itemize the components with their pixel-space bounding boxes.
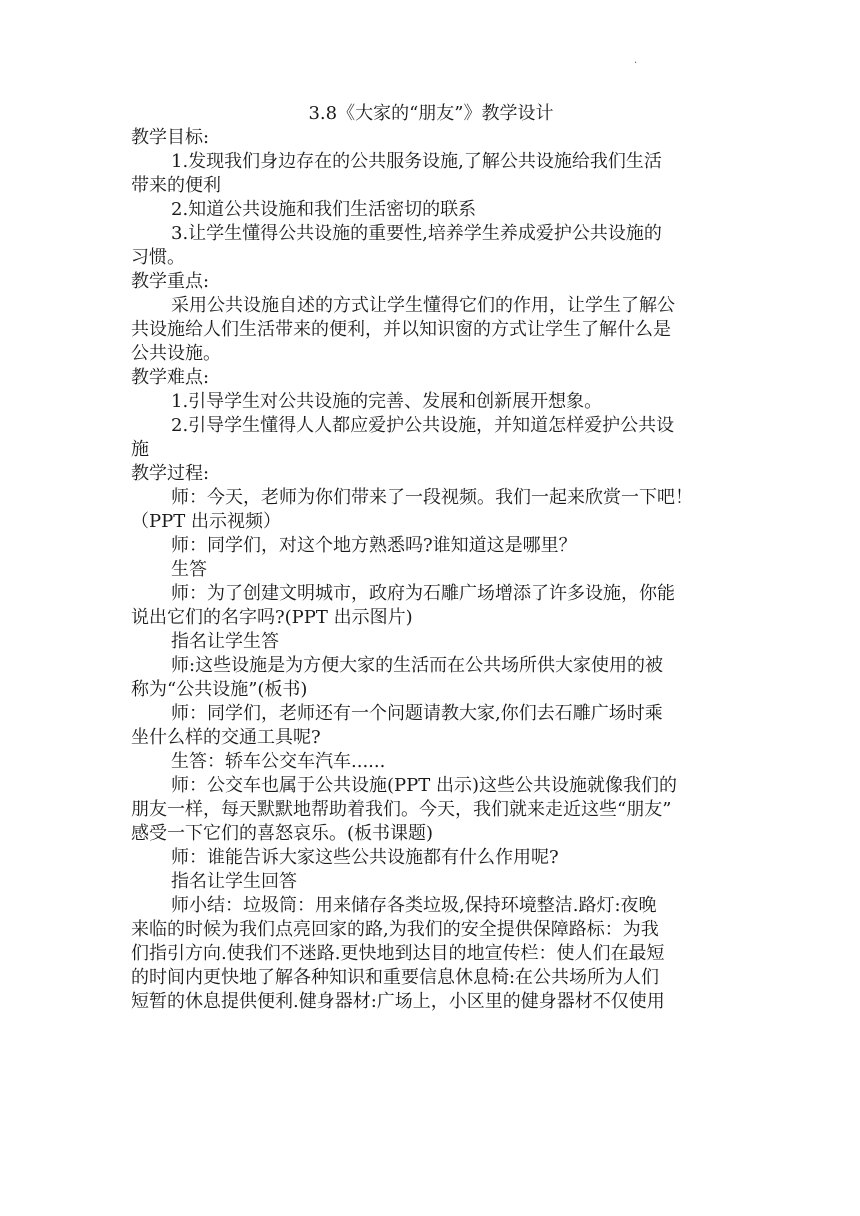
- paragraph-line: 称为“公共设施”(板书): [131, 679, 308, 700]
- paragraph-line: 师：谁能告诉大家这些公共设施都有什么作用呢?: [171, 847, 559, 868]
- paragraph-line: 指名让学生回答: [171, 871, 297, 892]
- paragraph-line: 们指引方向.使我们不迷路.更快地到达目的地宣传栏：使人们在最短: [131, 943, 665, 964]
- paragraph-line: 朋友一样，每天默默地帮助着我们。今天，我们就来走近这些“朋友”: [131, 799, 672, 820]
- corner-mark: .: [634, 55, 638, 66]
- paragraph-line: 指名让学生答: [171, 631, 279, 652]
- paragraph-line: 师：同学们，对这个地方熟悉吗?谁知道这是哪里？: [171, 535, 577, 556]
- paragraph-line: 带来的便利: [131, 175, 221, 196]
- paragraph-line: 习惯。: [131, 247, 185, 268]
- section-heading: 教学过程:: [131, 463, 210, 484]
- paragraph-line: 师小结：垃圾筒：用来储存各类垃圾,保持环境整洁.路灯:夜晚: [171, 895, 657, 916]
- section-heading: 教学目标:: [131, 127, 210, 148]
- paragraph-line: 2.知道公共设施和我们生活密切的联系: [171, 199, 477, 220]
- paragraph-line: 师：同学们，老师还有一个问题请教大家,你们去石雕广场时乘: [171, 703, 663, 724]
- paragraph-line: 师：今天，老师为你们带来了一段视频。我们一起来欣赏一下吧！: [171, 487, 693, 508]
- paragraph-line: 共设施给人们生活带来的便利，并以知识窗的方式让学生了解什么是: [131, 319, 671, 340]
- paragraph-line: 师：公交车也属于公共设施(PPT 出示)这些公共设施就像我们的: [171, 775, 677, 796]
- document-body: [131, 102, 731, 1014]
- paragraph-line: 公共设施。: [131, 343, 221, 364]
- section-heading: 教学重点:: [131, 271, 210, 292]
- paragraph-line: 师:这些设施是为方便大家的生活而在公共场所供大家使用的被: [171, 655, 664, 676]
- paragraph-line: 说出它们的名字吗?(PPT 出示图片): [131, 607, 413, 628]
- paragraph-line: 生答: [171, 559, 207, 580]
- document-lines: [131, 126, 731, 1014]
- paragraph-line: 短暂的休息提供便利.健身器材:广场上，小区里的健身器材不仅使用: [131, 991, 665, 1012]
- paragraph-line: 感受一下它们的喜怒哀乐。(板书课题): [131, 823, 434, 844]
- paragraph-line: 施: [131, 439, 149, 460]
- paragraph-line: 3.让学生懂得公共设施的重要性,培养学生养成爱护公共设施的: [171, 223, 662, 244]
- paragraph-line: 坐什么样的交通工具呢?: [131, 727, 321, 748]
- paragraph-line: （PPT 出示视频）: [131, 511, 281, 532]
- section-heading: 教学难点:: [131, 367, 210, 388]
- paragraph-line: 2.引导学生懂得人人都应爱护公共设施，并知道怎样爱护公共设: [171, 415, 675, 436]
- paragraph-line: 生答：轿车公交车汽车......: [171, 751, 386, 772]
- paragraph-line: 1.发现我们身边存在的公共服务设施,了解公共设施给我们生活: [171, 151, 662, 172]
- paragraph-line: 的时间内更快地了解各种知识和重要信息休息椅:在公共场所为人们: [131, 967, 660, 988]
- document-title: 3.8《大家的“朋友”》教学设计: [308, 103, 554, 124]
- paragraph-line: 采用公共设施自述的方式让学生懂得它们的作用，让学生了解公: [171, 295, 675, 316]
- paragraph-line: 来临的时候为我们点亮回家的路,为我们的安全提供保障路标：为我: [131, 919, 659, 940]
- paragraph-line: 师：为了创建文明城市，政府为石雕广场增添了许多设施，你能: [171, 583, 675, 604]
- paragraph-line: 1.引导学生对公共设施的完善、发展和创新展开想象。: [171, 391, 603, 412]
